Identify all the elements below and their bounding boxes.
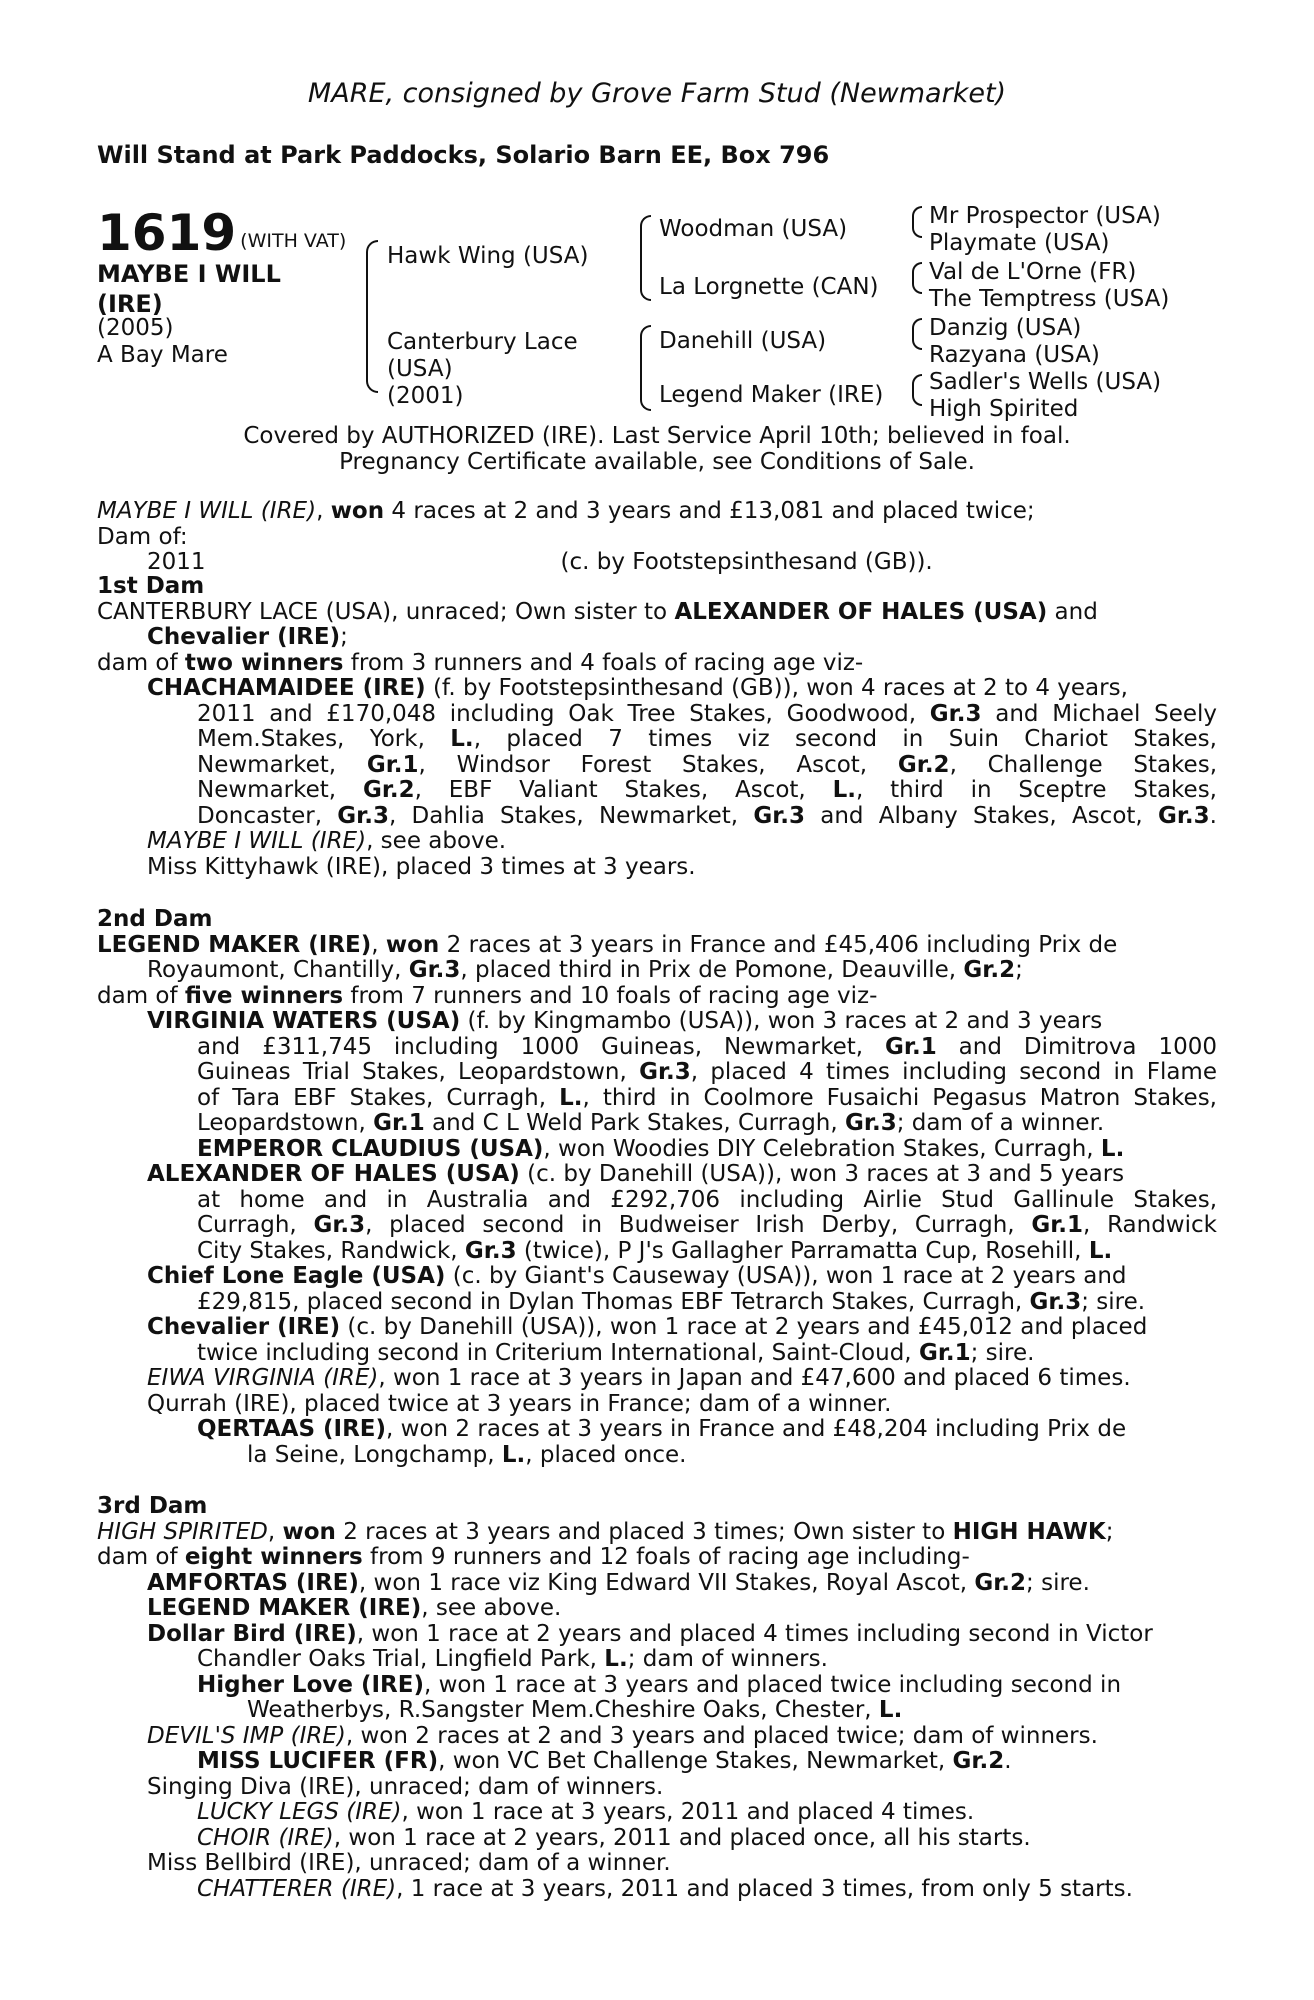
pedigree-sire-dam: La Lorgnette (CAN) [659, 274, 879, 300]
text-line: MISS LUCIFER (FR), won VC Bet Challenge Stakes, Newmarket, Gr.2. [197, 1748, 1012, 1774]
pedigree-brace [640, 257, 651, 301]
section-heading: 2nd Dam [97, 906, 213, 932]
pedigree-g5: Danzig (USA) [929, 315, 1082, 341]
horse-name-line2: (IRE) [97, 290, 163, 318]
pedigree-brace [912, 389, 922, 406]
pedigree-g1: Mr Prospector (USA) [929, 203, 1161, 229]
pedigree-g4: The Temptress (USA) [929, 286, 1170, 312]
horse-name-line1: MAYBE I WILL [97, 260, 281, 288]
foaling-year: (2005) [97, 315, 174, 341]
pedigree-brace [640, 325, 651, 369]
pedigree-dam-dam: Legend Maker (IRE) [659, 382, 884, 408]
text-line: and £311,745 including 1000 Guineas, Newmarket, Gr.1 and Dimitrova 1000 [197, 1034, 1217, 1060]
text-line: £29,815, placed second in Dylan Thomas EBF Tetrarch Stakes, Curragh, Gr.3; sire. [197, 1288, 1146, 1315]
text-line: of Tara EBF Stakes, Curragh, L., third in Coolmore Fusaichi Pegasus Matron Stakes, [197, 1085, 1217, 1111]
record-summary: MAYBE I WILL (IRE), won 4 races at 2 and 3 years and £13,081 and placed twice; [97, 498, 1035, 524]
text-line: CHATTERER (IRE), 1 race at 3 years, 2011 and placed 3 times, from only 5 starts. [197, 1875, 1133, 1902]
pedigree-dam-line1: Canterbury Lace [387, 329, 578, 355]
section-heading: 3rd Dam [97, 1493, 208, 1519]
text-line: Miss Kittyhawk (IRE), placed 3 times at 3 years. [147, 853, 696, 880]
stand-location: Will Stand at Park Paddocks, Solario Barn EE, Box 796 [97, 141, 830, 169]
pedigree-sire: Hawk Wing (USA) [387, 243, 589, 269]
text-line: VIRGINIA WATERS (USA) (f. by Kingmambo (USA)), won 3 races at 2 and 3 years [147, 1008, 1103, 1034]
pedigree-brace [640, 215, 651, 259]
text-line: Higher Love (IRE), won 1 race at 3 years and placed twice including second in [197, 1671, 1122, 1698]
text-line: ALEXANDER OF HALES (USA) (c. by Danehill (USA)), won 3 races at 3 and 5 years [147, 1161, 1125, 1187]
text-line: dam of eight winners from 9 runners and 12 foals of racing age including- [97, 1544, 970, 1570]
text-line: Newmarket, Gr.2, EBF Valiant Stakes, Ascot, L., third in Sceptre Stakes, [197, 778, 1217, 803]
second-dam-section [97, 907, 1217, 1468]
text-line: AMFORTAS (IRE), won 1 race viz King Edward VII Stakes, Royal Ascot, Gr.2; sire. [147, 1569, 1090, 1596]
pedigree-g8: High Spirited [929, 396, 1079, 422]
pedigree-brace [366, 240, 378, 333]
section-heading: 1st Dam [97, 573, 205, 599]
text-line: EMPEROR CLAUDIUS (USA), won Woodies DIY Celebration Stakes, Curragh, L. [197, 1135, 1125, 1162]
text-line: at home and in Australia and £292,706 including Airlie Stud Gallinule Stakes, [197, 1187, 1217, 1213]
pedigree-brace [366, 331, 378, 393]
text-line: CHACHAMAIDEE (IRE) (f. by Footstepsinthesand (GB)), won 4 races at 2 to 4 years, [147, 675, 1128, 701]
pedigree-brace [912, 221, 922, 238]
pedigree-sire-sire: Woodman (USA) [659, 216, 848, 242]
pedigree-brace [912, 277, 922, 294]
text-line: la Seine, Longchamp, L., placed once. [247, 1441, 687, 1468]
text-line: LUCKY LEGS (IRE), won 1 race at 3 years, 2011 and placed 4 times. [197, 1799, 975, 1825]
produce-record [97, 499, 1217, 576]
lot-number: 1619 [97, 204, 237, 262]
text-line: dam of five winners from 7 runners and 10 foals of racing age viz- [97, 982, 878, 1009]
text-line: Dollar Bird (IRE), won 1 race at 2 years and placed 4 times including second in Victor [147, 1620, 1153, 1647]
horse-info [97, 315, 228, 369]
text-line: Qurrah (IRE), placed twice at 3 years in France; dam of a winner. [147, 1390, 892, 1417]
text-line: EIWA VIRGINIA (IRE), won 1 race at 3 years in Japan and £47,600 and placed 6 times. [147, 1365, 1131, 1391]
produce-2011: 2011 (c. by Footstepsinthesand (GB)). [147, 549, 933, 575]
text-line: Curragh, Gr.3, placed second in Budweiser Irish Derby, Curragh, Gr.1, Randwick [197, 1213, 1217, 1238]
dam-of-label: Dam of: [97, 523, 188, 550]
text-line: Guineas Trial Stakes, Leopardstown, Gr.3, placed 4 times including second in Flame [197, 1060, 1217, 1085]
pedigree-g6: Razyana (USA) [929, 342, 1100, 368]
catalogue-title: MARE, consigned by Grove Farm Stud (Newmarket) [307, 78, 1007, 109]
text-line: MAYBE I WILL (IRE), see above. [147, 828, 507, 854]
text-line: HIGH SPIRITED, won 2 races at 3 years and placed 3 times; Own sister to HIGH HAWK; [97, 1518, 1114, 1545]
text-line: Weatherbys, R.Sangster Mem.Cheshire Oaks, Chester, L. [247, 1697, 903, 1723]
text-line: CANTERBURY LACE (USA), unraced; Own sister to ALEXANDER OF HALES (USA) and [97, 598, 1098, 625]
text-line: Chevalier (IRE) (c. by Danehill (USA)), won 1 race at 2 years and £45,012 and placed [147, 1314, 1148, 1340]
horse-name [97, 259, 281, 319]
pregnancy-note: Pregnancy Certificate available, see Conditions of Sale. [339, 449, 975, 475]
text-line: 2011 and £170,048 including Oak Tree Stakes, Goodwood, Gr.3 and Michael Seely [197, 701, 1217, 727]
text-line: Royaumont, Chantilly, Gr.3, placed third in Prix de Pomone, Deauville, Gr.2; [147, 957, 1023, 983]
text-line: Chandler Oaks Trial, Lingfield Park, L.; dam of winners. [197, 1646, 828, 1672]
pedigree-dam-sire: Danehill (USA) [659, 328, 827, 354]
text-line: dam of two winners from 3 runners and 4 foals of racing age viz- [97, 649, 864, 676]
covered-by-note: Covered by AUTHORIZED (IRE). Last Service April 10th; believed in foal. [243, 423, 1071, 449]
pedigree-g2: Playmate (USA) [929, 230, 1110, 256]
text-line: City Stakes, Randwick, Gr.3 (twice), P J's Gallagher Parramatta Cup, Rosehill, L. [197, 1237, 1113, 1264]
text-line: CHOIR (IRE), won 1 race at 2 years, 2011 and placed once, all his starts. [197, 1824, 1031, 1851]
pedigree-g7: Sadler's Wells (USA) [929, 369, 1162, 395]
text-line: Mem.Stakes, York, L., placed 7 times viz second in Suin Chariot Stakes, [197, 727, 1217, 752]
pedigree-dam-line3: (2001) [387, 383, 464, 409]
horse-description: A Bay Mare [97, 342, 228, 368]
text-line: Leopardstown, Gr.1 and C L Weld Park Stakes, Curragh, Gr.3; dam of a winner. [197, 1110, 1105, 1136]
vat-note: (WITH VAT) [240, 230, 347, 252]
text-line: Doncaster, Gr.3, Dahlia Stakes, Newmarket, Gr.3 and Albany Stakes, Ascot, Gr.3. [197, 803, 1217, 829]
pedigree-brace [912, 333, 922, 350]
pedigree-dam-line2: (USA) [387, 356, 453, 382]
text-line: Newmarket, Gr.1, Windsor Forest Stakes, Ascot, Gr.2, Challenge Stakes, [197, 752, 1217, 778]
first-dam-section [97, 574, 1217, 880]
text-line: twice including second in Criterium International, Saint-Cloud, Gr.1; sire. [197, 1339, 1035, 1366]
text-line: Chevalier (IRE); [147, 624, 348, 650]
pedigree-brace [640, 367, 651, 411]
text-line: Singing Diva (IRE), unraced; dam of winners. [147, 1773, 664, 1800]
text-line: Chief Lone Eagle (USA) (c. by Giant's Causeway (USA)), won 1 race at 2 years and [147, 1263, 1127, 1289]
third-dam-section [97, 1494, 1217, 1902]
text-line: QERTAAS (IRE), won 2 races at 3 years in France and £48,204 including Prix de [197, 1416, 1127, 1442]
text-line: DEVIL'S IMP (IRE), won 2 races at 2 and 3 years and placed twice; dam of winners. [147, 1722, 1098, 1749]
text-line: LEGEND MAKER (IRE), won 2 races at 3 years in France and £45,406 including Prix de [97, 931, 1118, 958]
text-line: LEGEND MAKER (IRE), see above. [147, 1595, 562, 1621]
pedigree-g3: Val de L'Orne (FR) [929, 259, 1137, 285]
text-line: Miss Bellbird (IRE), unraced; dam of a winner. [147, 1850, 671, 1876]
